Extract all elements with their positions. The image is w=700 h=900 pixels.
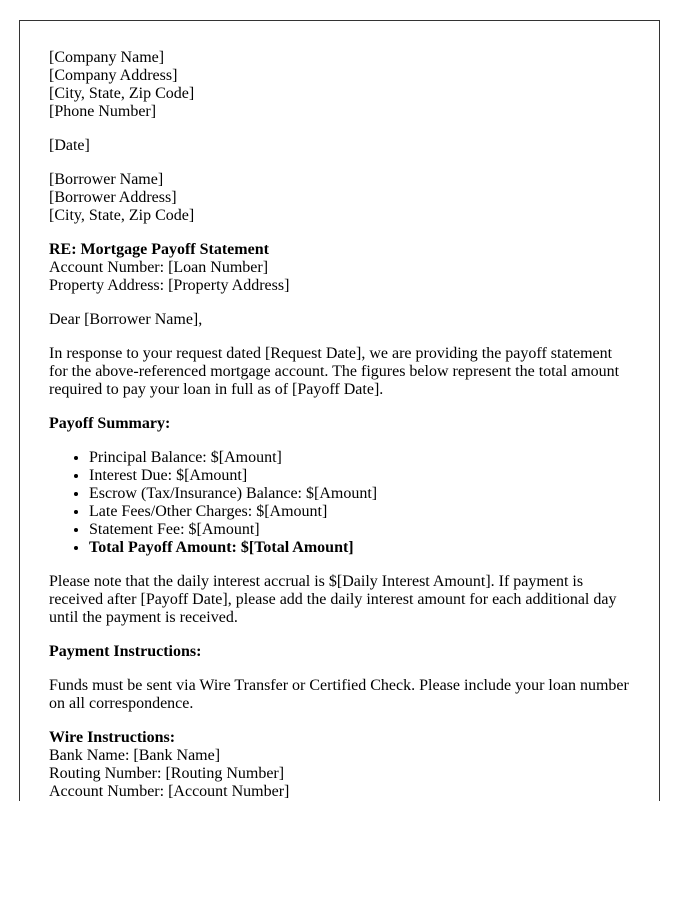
company-phone: [Phone Number] [49,103,157,120]
re-account-number: Account Number: [Loan Number] [49,259,269,276]
list-item: • Principal Balance: $[Amount] [89,449,631,467]
payoff-summary-heading: Payoff Summary: [49,415,171,432]
borrower-city-state-zip: [City, State, Zip Code] [49,207,195,224]
letter-date: [Date] [49,137,90,154]
re-block [49,241,631,295]
sender-block [49,49,631,121]
routing-number: Routing Number: [Routing Number] [49,765,285,782]
salutation: Dear [Borrower Name], [49,311,203,328]
list-item: • Escrow (Tax/Insurance) Balance: $[Amount] [89,485,631,503]
wire-block [49,729,631,801]
total-payoff-item [89,539,631,557]
recipient-block [49,171,631,225]
interest-note: Please note that the daily interest accrual is $[Daily Interest Amount]. If payment is received after [Payoff Date], please add the daily interest amount for each additional day until the payment is received. [49,573,617,626]
payoff-summary-list [49,449,631,557]
list-item: • Late Fees/Other Charges: $[Amount] [89,503,631,521]
re-property-address: Property Address: [Property Address] [49,277,290,294]
total-payoff-amount: Total Payoff Amount: $[Total Amount] [89,539,354,556]
re-subject: RE: Mortgage Payoff Statement [49,241,269,258]
company-name: [Company Name] [49,49,165,66]
list-item: • Statement Fee: $[Amount] [89,521,631,539]
list-item: • Interest Due: $[Amount] [89,467,631,485]
bank-name: Bank Name: [Bank Name] [49,747,221,764]
company-city-state-zip: [City, State, Zip Code] [49,85,195,102]
borrower-address: [Borrower Address] [49,189,177,206]
company-address: [Company Address] [49,67,178,84]
intro-paragraph: In response to your request dated [Request Date], we are providing the payoff statement for the above-referenced mortgage account. The figures below represent the total amount required to pay your loan in full as of [Payoff Date]. [49,345,620,398]
payment-instructions-heading: Payment Instructions: [49,643,202,660]
wire-instructions-heading: Wire Instructions: [49,729,176,746]
borrower-name: [Borrower Name] [49,171,164,188]
letter-page [19,20,660,801]
account-number: Account Number: [Account Number] [49,783,290,800]
payment-instructions-text: Funds must be sent via Wire Transfer or Certified Check. Please include your loan number on all correspondence. [49,677,629,712]
